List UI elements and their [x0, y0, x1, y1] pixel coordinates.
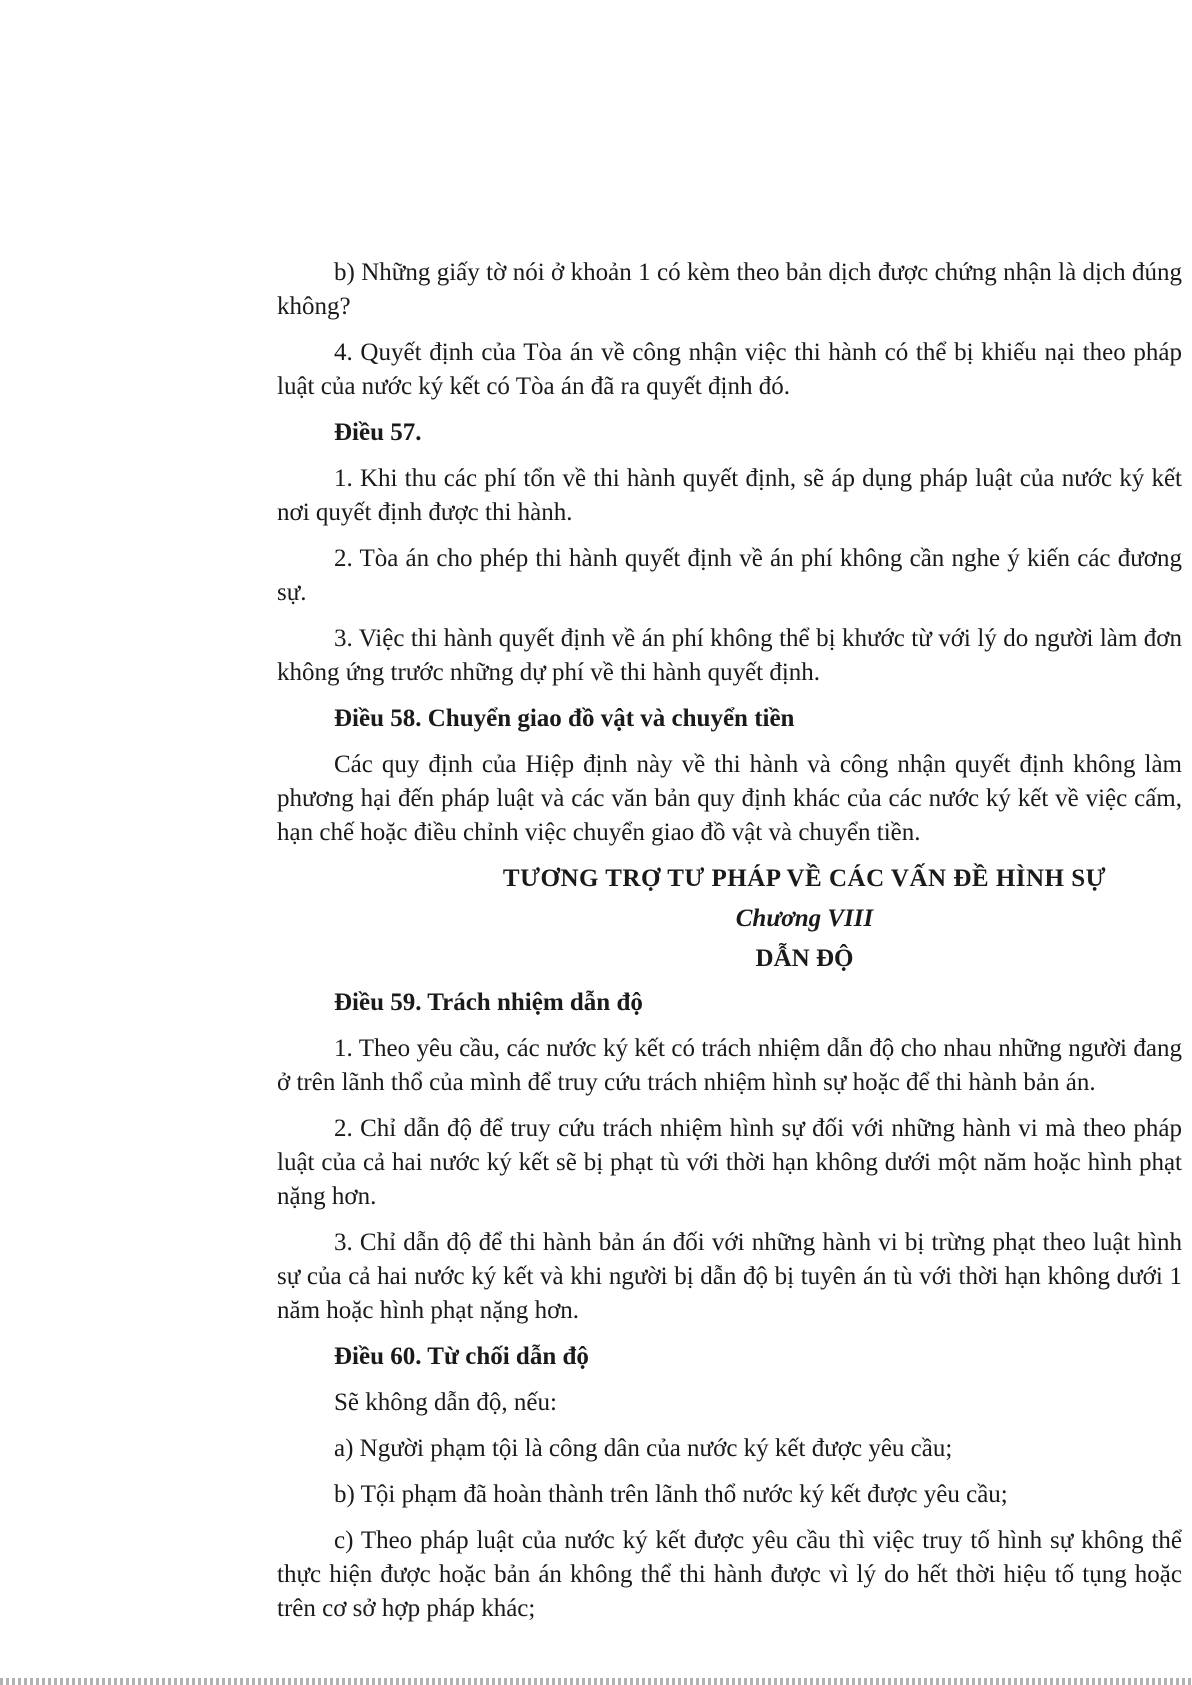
paragraph: 2. Chỉ dẫn độ để truy cứu trách nhiệm hình sự đối với những hành vi mà theo pháp luật của cả hai nước ký kết sẽ bị phạt tù với thời hạn không dưới một năm hoặc hình phạt nặng hơn. — [277, 1115, 1182, 1210]
paragraph: 1. Khi thu các phí tổn về thi hành quyết định, sẽ áp dụng pháp luật của nước ký kết nơi quyết định được thi hành. — [277, 465, 1182, 526]
paragraph: a) Người phạm tội là công dân của nước ký kết được yêu cầu; — [334, 1435, 953, 1462]
article-heading: Điều 60. Từ chối dẫn độ — [334, 1343, 589, 1370]
chapter-title: DẪN ĐỘ — [755, 945, 854, 972]
paragraph: b) Những giấy tờ nói ở khoản 1 có kèm theo bản dịch được chứng nhận là dịch đúng không? — [277, 259, 1182, 320]
paragraph: 3. Việc thi hành quyết định về án phí không thể bị khước từ với lý do người làm đơn không ứng trước những dự phí về thi hành quyết định. — [277, 625, 1182, 686]
article-heading: Điều 59. Trách nhiệm dẫn độ — [334, 989, 643, 1016]
paragraph: Các quy định của Hiệp định này về thi hành và công nhận quyết định không làm phương hại đến pháp luật và các văn bản quy định khác của các nước ký kết về việc cấm, hạn chế hoặc điều chỉnh việc chuyển giao đồ vật và chuyển tiền. — [277, 751, 1182, 846]
paragraph: 3. Chỉ dẫn độ để thi hành bản án đối với những hành vi bị trừng phạt theo luật hình sự của cả hai nước ký kết và khi người bị dẫn độ bị tuyên án tù với thời hạn không dưới 1 năm hoặc hình phạt nặng hơn. — [277, 1229, 1182, 1324]
chapter-label: Chương VIII — [735, 905, 874, 932]
paragraph: c) Theo pháp luật của nước ký kết được yêu cầu thì việc truy tố hình sự không thể thực hiện được hoặc bản án không thể thi hành được vì lý do hết thời hiệu tố tụng hoặc trên cơ sở hợp pháp khác; — [277, 1527, 1182, 1622]
paragraph: Sẽ không dẫn độ, nếu: — [334, 1389, 557, 1416]
article-heading: Điều 58. Chuyển giao đồ vật và chuyển tiền — [334, 705, 795, 732]
article-heading: Điều 57. — [334, 419, 422, 446]
paragraph: 1. Theo yêu cầu, các nước ký kết có trách nhiệm dẫn độ cho nhau những người đang ở trên lãnh thổ của mình để truy cứu trách nhiệm hình sự hoặc để thi hành bản án. — [277, 1035, 1182, 1096]
scan-edge-strip — [0, 1678, 1192, 1685]
paragraph: 4. Quyết định của Tòa án về công nhận việc thi hành có thể bị khiếu nại theo pháp luật của nước ký kết có Tòa án đã ra quyết định đó. — [277, 339, 1182, 400]
part-title: TƯƠNG TRỢ TƯ PHÁP VỀ CÁC VẤN ĐỀ HÌNH SỰ — [502, 865, 1107, 892]
document-page — [277, 256, 1182, 1638]
paragraph: b) Tội phạm đã hoàn thành trên lãnh thổ nước ký kết được yêu cầu; — [334, 1481, 1008, 1508]
paragraph: 2. Tòa án cho phép thi hành quyết định về án phí không cần nghe ý kiến các đương sự. — [277, 545, 1182, 606]
